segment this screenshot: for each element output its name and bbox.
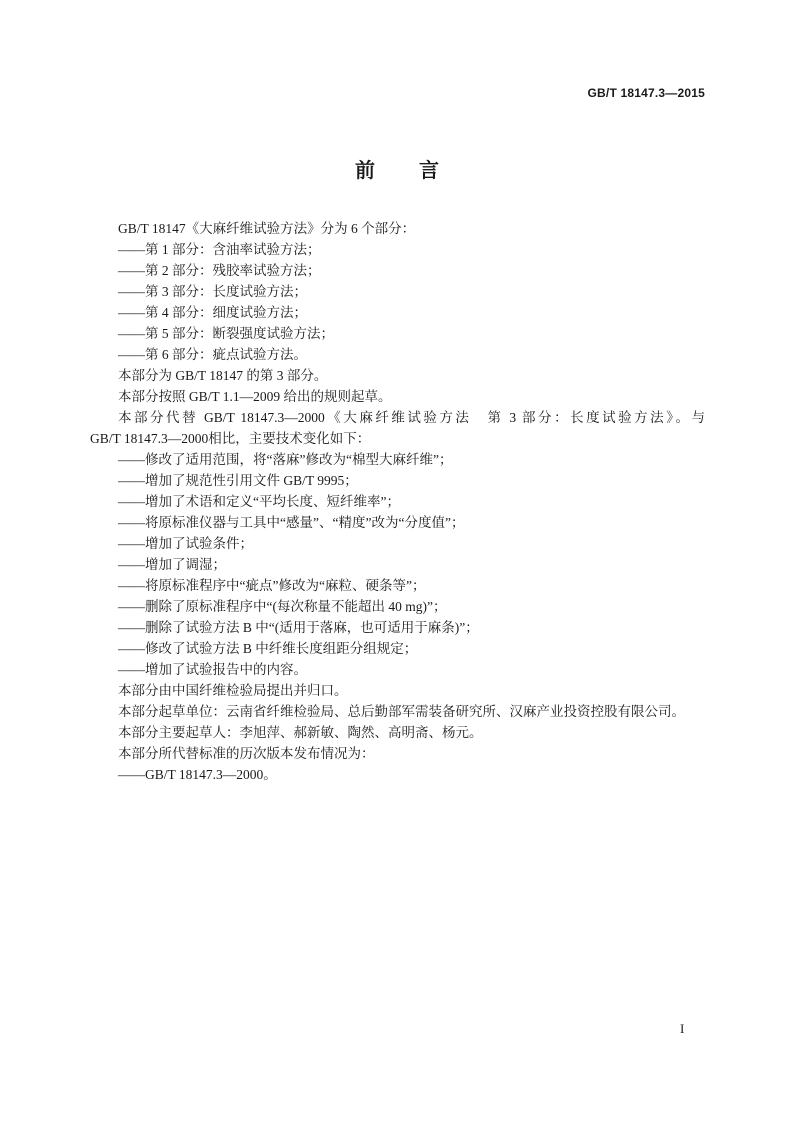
drafters-paragraph: 本部分主要起草人：李旭萍、郝新敏、陶然、高明斋、杨元。: [118, 725, 483, 740]
change-list-item: ——删除了原标准程序中“(每次称量不能超出 40 mg)”；: [118, 599, 447, 614]
change-list-item: ——修改了适用范围，将“落麻”修改为“棉型大麻纤维”；: [118, 452, 453, 467]
proposer-paragraph: 本部分由中国纤维检验局提出并归口。: [118, 683, 348, 698]
drafting-rules-paragraph: 本部分按照 GB/T 1.1—2009 给出的规则起草。: [118, 389, 392, 404]
part-statement-paragraph: 本部分为 GB/T 18147 的第 3 部分。: [118, 368, 328, 383]
change-list-item: ——增加了试验报告中的内容。: [118, 662, 307, 677]
replacement-paragraph-continuation: GB/T 18147.3—2000相比，主要技术变化如下：: [90, 431, 371, 446]
intro-paragraph: GB/T 18147《大麻纤维试验方法》分为 6 个部分：: [118, 221, 416, 236]
change-list-item: ——将原标准程序中“疵点”修改为“麻粒、硬条等”；: [118, 578, 426, 593]
replacement-paragraph: 本部分代替 GB/T 18147.3—2000《大麻纤维试验方法 第 3 部分：长度试验方法》。与: [118, 410, 705, 425]
change-list-item: ——增加了术语和定义“平均长度、短纤维率”；: [118, 494, 400, 509]
change-list-item: ——增加了调湿；: [118, 557, 226, 572]
change-list-item: ——将原标准仪器与工具中“感量”、“精度”改为“分度值”；: [118, 515, 465, 530]
part-list-item: ——第 6 部分：疵点试验方法。: [118, 347, 307, 362]
previous-editions-paragraph: 本部分所代替标准的历次版本发布情况为：: [118, 746, 375, 761]
drafting-units-paragraph: 本部分起草单位：云南省纤维检验局、总后勤部军需装备研究所、汉麻产业投资控股有限公司。: [118, 704, 685, 719]
page-title: 前 言: [355, 158, 451, 182]
part-list-item: ——第 3 部分：长度试验方法；: [118, 284, 307, 299]
previous-edition-item: ——GB/T 18147.3—2000。: [118, 767, 277, 782]
part-list-item: ——第 1 部分：含油率试验方法；: [118, 242, 321, 257]
page-number: I: [680, 1021, 685, 1036]
part-list-item: ——第 2 部分：残胶率试验方法；: [118, 263, 321, 278]
change-list-item: ——删除了试验方法 B 中“(适用于落麻，也可适用于麻条)”；: [118, 620, 479, 635]
foreword-body: [90, 218, 705, 785]
change-list-item: ——修改了试验方法 B 中纤维长度组距分组规定；: [118, 641, 418, 656]
part-list-item: ——第 5 部分：断裂强度试验方法；: [118, 326, 334, 341]
part-list-item: ——第 4 部分：细度试验方法；: [118, 305, 307, 320]
change-list-item: ——增加了规范性引用文件 GB/T 9995；: [118, 473, 358, 488]
standard-code-header: GB/T 18147.3—2015: [587, 86, 705, 100]
change-list-item: ——增加了试验条件；: [118, 536, 253, 551]
